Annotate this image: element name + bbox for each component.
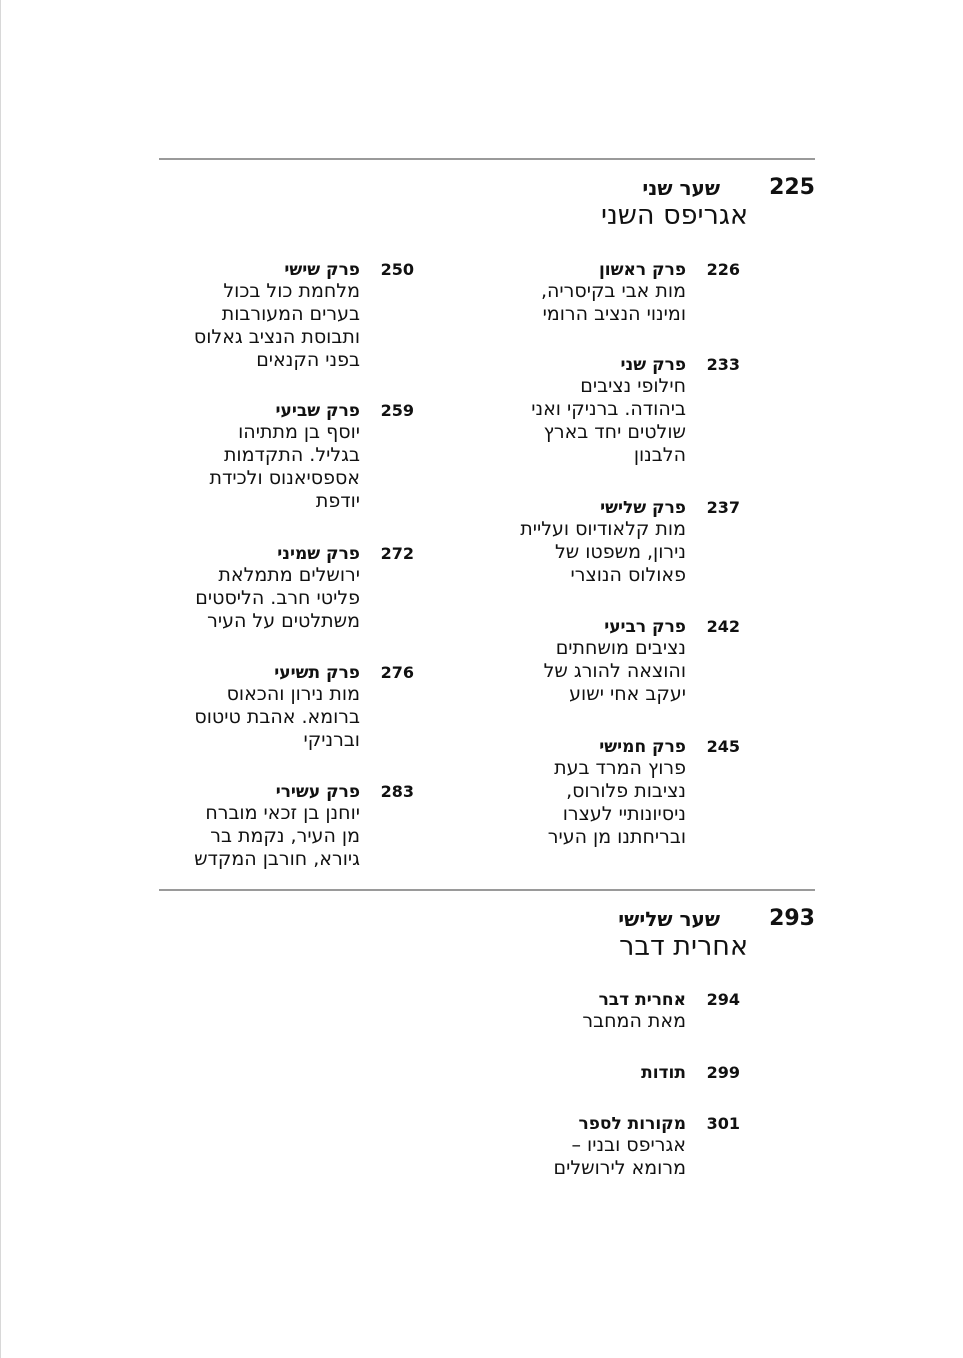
entry-page-number: 259 <box>380 401 414 420</box>
entry-label: אחרית דבר <box>598 990 686 1010</box>
toc-entry[interactable] <box>490 617 750 705</box>
entry-title-line: ומינוי הנציב הרומי <box>542 303 686 325</box>
entry-title-line: ניסיונותיי לעצרו <box>562 803 686 825</box>
part-label: שער שני <box>642 176 720 200</box>
entry-title-line: בגליל. התקדמות <box>223 444 360 466</box>
entry-title <box>195 564 360 633</box>
entry-label: פרק שלישי <box>600 498 686 518</box>
entry-title-line: יעקב אחי ישוע <box>569 683 686 705</box>
entry-title-line: יוסף בן מתתיהו <box>238 421 360 443</box>
entry-title-line: גיורא, חורבן המקדש <box>194 848 360 870</box>
toc-entry[interactable] <box>490 1063 750 1083</box>
entry-title-line: ובריחתנו מן העיר <box>547 826 686 848</box>
entry-page-number: 299 <box>706 1063 740 1082</box>
entry-page-number: 245 <box>706 737 740 756</box>
entry-title-line: פאולוס הנוצרי <box>570 564 686 586</box>
toc-entry[interactable] <box>490 260 750 325</box>
entry-page-number: 301 <box>706 1114 740 1133</box>
entry-title-line: שולטים יחד בארץ <box>543 421 686 443</box>
entry-title <box>194 280 360 372</box>
entry-label: פרק שני <box>620 355 686 375</box>
entry-label: פרק תשיעי <box>274 663 360 683</box>
entry-title-line: ירושלים מתמלאת <box>218 564 360 586</box>
entry-title-line: נציבים מושחתים <box>555 637 686 659</box>
entry-title <box>210 421 360 513</box>
toc-entry[interactable] <box>490 990 750 1032</box>
entry-title-line: מן העיר, נקמת בר <box>210 825 360 847</box>
toc-entry[interactable] <box>160 401 420 512</box>
entry-title-line: ביהודה. ברניקי ואני <box>531 398 686 420</box>
entry-title-line: ותבוסת הנציב גאלוס <box>193 326 360 348</box>
part-label: שער שלישי <box>618 907 720 931</box>
entry-title-line: פרוץ המרד בעת <box>554 757 686 779</box>
section-divider <box>159 158 815 160</box>
toc-entry[interactable] <box>490 498 750 586</box>
toc-entry[interactable] <box>160 260 420 371</box>
entry-title <box>541 280 686 326</box>
entry-label: פרק שביעי <box>275 401 360 421</box>
entry-title-line: משתלטים על העיר <box>207 610 360 632</box>
entry-title-line: בפני הקנאים <box>256 349 360 371</box>
toc-entry[interactable] <box>160 544 420 632</box>
entry-page-number: 283 <box>380 782 414 801</box>
entry-title <box>548 757 686 849</box>
entry-title-line: מאת המחבר <box>582 1010 686 1032</box>
entry-title-line: נציבות פלורוס, <box>566 780 686 802</box>
entry-title-line: יודפת <box>315 490 360 512</box>
entry-title-line: מות נירון והכאוס <box>226 683 360 705</box>
entry-title-line: מות אבי בקיסריה, <box>540 280 686 302</box>
page-edge <box>0 0 1 1358</box>
entry-page-number: 233 <box>706 355 740 374</box>
entry-title <box>544 637 686 706</box>
entry-title-line: אספסיאנוס ולכידת <box>209 467 360 489</box>
entry-label: פרק עשירי <box>275 782 360 802</box>
entry-label: מקורות לספר <box>578 1114 686 1134</box>
toc-entry[interactable] <box>160 782 420 870</box>
entry-label: פרק רביעי <box>604 617 686 637</box>
entry-page-number: 294 <box>706 990 740 1009</box>
entry-title-line: נירון, משפטו של <box>554 541 686 563</box>
toc-entry[interactable] <box>490 737 750 848</box>
toc-entry[interactable] <box>490 355 750 466</box>
entry-title <box>520 518 686 587</box>
toc-entry[interactable] <box>160 663 420 751</box>
part-title: אגריפס השני <box>600 200 748 231</box>
entry-page-number: 242 <box>706 617 740 636</box>
part-page-number: 225 <box>769 175 815 200</box>
entry-label: פרק ראשון <box>598 260 686 280</box>
entry-title-line: והוצאה להורג של <box>543 660 686 682</box>
entry-title-line: מרומא לירושלים <box>553 1157 686 1179</box>
entry-title <box>531 375 686 467</box>
entry-title <box>194 802 360 871</box>
entry-title-line: וברניקי <box>303 729 360 751</box>
entry-title <box>553 1134 686 1180</box>
part-title: אחרית דבר <box>619 931 748 962</box>
entry-title-line: אגריפס ובניו – <box>571 1134 686 1156</box>
entry-page-number: 250 <box>380 260 414 279</box>
entry-label: תודות <box>641 1063 686 1083</box>
entry-label: פרק שישי <box>284 260 360 280</box>
entry-page-number: 276 <box>380 663 414 682</box>
entry-label: פרק שמיני <box>277 544 360 564</box>
entry-title-line: ברומא. אהבת טיטוס <box>194 706 360 728</box>
part-page-number: 293 <box>769 906 815 931</box>
entry-title <box>194 683 360 752</box>
entry-title-line: מות קלאודיוס ועליית <box>520 518 686 540</box>
entry-page-number: 272 <box>380 544 414 563</box>
entry-title-line: בערים המעורבות <box>221 303 360 325</box>
entry-page-number: 226 <box>706 260 740 279</box>
section-divider <box>159 889 815 891</box>
entry-label: פרק חמישי <box>599 737 686 757</box>
toc-entry[interactable] <box>490 1114 750 1179</box>
entry-title-line: פליטי חרב. הליסטים <box>195 587 360 609</box>
entry-title-line: חילופי נציבים <box>580 375 686 397</box>
entry-title-line: מלחמת כול בכול <box>223 280 360 302</box>
entry-title-line: יוחנן בן זכאי מוברח <box>205 802 360 824</box>
entry-page-number: 237 <box>706 498 740 517</box>
entry-title <box>582 1010 686 1033</box>
entry-title-line: הלבנון <box>633 444 686 466</box>
